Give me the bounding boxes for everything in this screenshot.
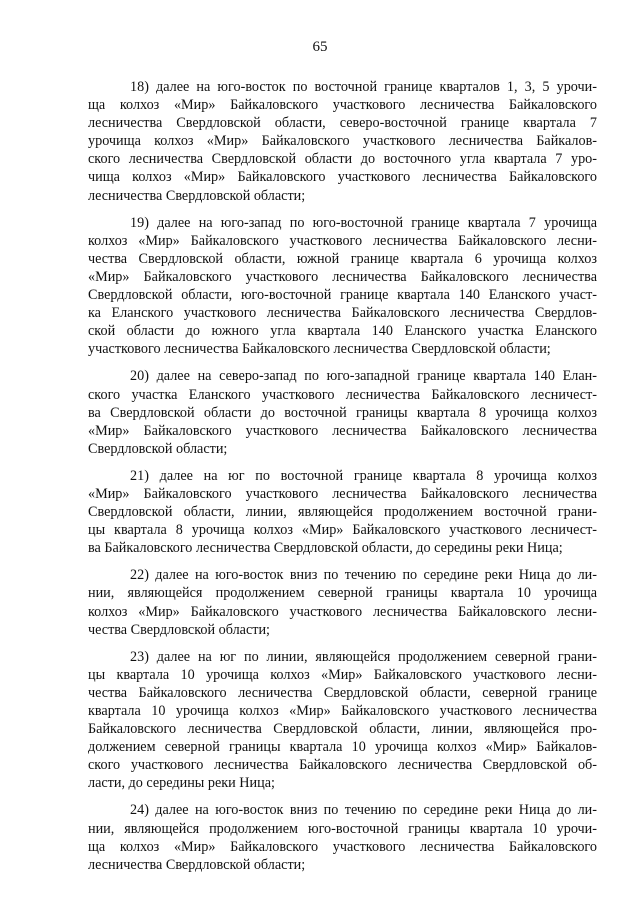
text-line: лесничества Свердловской области, северо-восточной границе квартала 7 — [88, 115, 597, 132]
text-line: 19) далее на юго-запад по юго-восточной границе квартала 7 урочища — [130, 214, 597, 231]
text-line: Байкаловского лесничества Свердловской области, линии, являющейся про- — [88, 721, 597, 738]
text-line: участкового лесничества Байкаловского лесничества Свердловской области; — [88, 341, 551, 358]
page-number: 65 — [312, 39, 328, 55]
text-line: ща колхоз «Мир» Байкаловского участкового лесничества Байкаловского — [88, 97, 597, 114]
text-line: чества Свердловской области, южной границе квартала 6 урочища колхоз — [88, 250, 597, 267]
text-line: ва Свердловской области до восточной границы квартала 8 урочища колхоз — [88, 404, 597, 421]
text-line: чища колхоз «Мир» Байкаловского участкового лесничества Байкаловского — [88, 169, 597, 186]
paragraph-21 — [88, 467, 597, 557]
text-line: лесничества Свердловской области; — [88, 187, 306, 204]
text-line: 21) далее на юг по восточной границе квартала 8 урочища колхоз — [130, 467, 597, 484]
text-line: 18) далее на юго-восток по восточной границе кварталов 1, 3, 5 урочи- — [130, 79, 597, 95]
text-line: 22) далее на юго-восток вниз по течению по середине реки Ница до ли- — [130, 567, 597, 584]
text-line: ща колхоз «Мир» Байкаловского участкового лесничества Байкаловского — [88, 838, 597, 855]
text-line: чества Байкаловского лесничества Свердловской области, северной границе — [88, 684, 597, 701]
text-line: Свердловской области, линии, являющейся продолжением восточной грани- — [88, 504, 597, 521]
paragraph-19 — [88, 214, 597, 359]
paragraph-20 — [88, 367, 597, 457]
text-line: чества Свердловской области; — [88, 621, 270, 638]
text-line: нии, являющейся продолжением юго-восточной границы квартала 10 урочи- — [88, 820, 597, 837]
text-line: колхоз «Мир» Байкаловского участкового лесничества Байкаловского лесни- — [88, 232, 597, 249]
text-line: цы квартала 10 урочища колхоз «Мир» Байкаловского участкового лесни- — [88, 666, 597, 683]
text-line: ва Байкаловского лесничества Свердловской области, до середины реки Ница; — [88, 540, 563, 557]
text-line: ка Еланского участкового лесничества Байкаловского лесничества Свердлов- — [88, 305, 597, 322]
text-line: «Мир» Байкаловского участкового лесничества Байкаловского лесничества — [88, 422, 597, 439]
paragraph-24 — [88, 801, 597, 873]
paragraph-18 — [88, 78, 597, 205]
text-line: урочища колхоз «Мир» Байкаловского участкового лесничества Байкалов- — [88, 133, 597, 150]
text-line: квартала 10 урочища колхоз «Мир» Байкаловского участкового лесничества — [88, 703, 597, 719]
paragraph-23 — [88, 648, 597, 793]
text-line: должением северной границы квартала 10 урочища колхоз «Мир» Байкалов- — [88, 739, 597, 756]
text-line: 24) далее на юго-восток вниз по течению по середине реки Ница до ли- — [130, 802, 597, 819]
text-line: Свердловской области, юго-восточной границе квартала 140 Еланского участ- — [88, 287, 597, 304]
text-line: ласти, до середины реки Ница; — [88, 775, 275, 792]
text-line: колхоз «Мир» Байкаловского участкового лесничества Байкаловского лесни- — [88, 603, 597, 620]
text-line: ской области до южного угла квартала 140 Еланского участка Еланского — [88, 323, 597, 340]
text-line: 23) далее на юг по линии, являющейся продолжением северной грани- — [130, 648, 597, 665]
document-body — [88, 78, 597, 883]
text-line: 20) далее на северо-запад по юго-западной границе квартала 140 Елан- — [130, 368, 597, 385]
text-line: лесничества Свердловской области; — [88, 856, 306, 873]
paragraph-22 — [88, 566, 597, 638]
text-line: Свердловской области; — [88, 440, 228, 457]
text-line: цы квартала 8 урочища колхоз «Мир» Байкаловского участкового лесничест- — [88, 522, 597, 539]
text-line: «Мир» Байкаловского участкового лесничества Байкаловского лесничества — [88, 268, 597, 285]
text-line: ского участка Еланского участкового лесничества Байкаловского лесничест- — [88, 386, 597, 403]
text-line: «Мир» Байкаловского участкового лесничества Байкаловского лесничества — [88, 485, 597, 502]
text-line: ского участкового лесничества Байкаловского лесничества Свердловской об- — [88, 757, 597, 774]
text-line: ского лесничества Свердловской области до восточного угла квартала 7 уро- — [88, 151, 597, 168]
text-line: нии, являющейся продолжением северной границы квартала 10 урочища — [88, 585, 597, 602]
